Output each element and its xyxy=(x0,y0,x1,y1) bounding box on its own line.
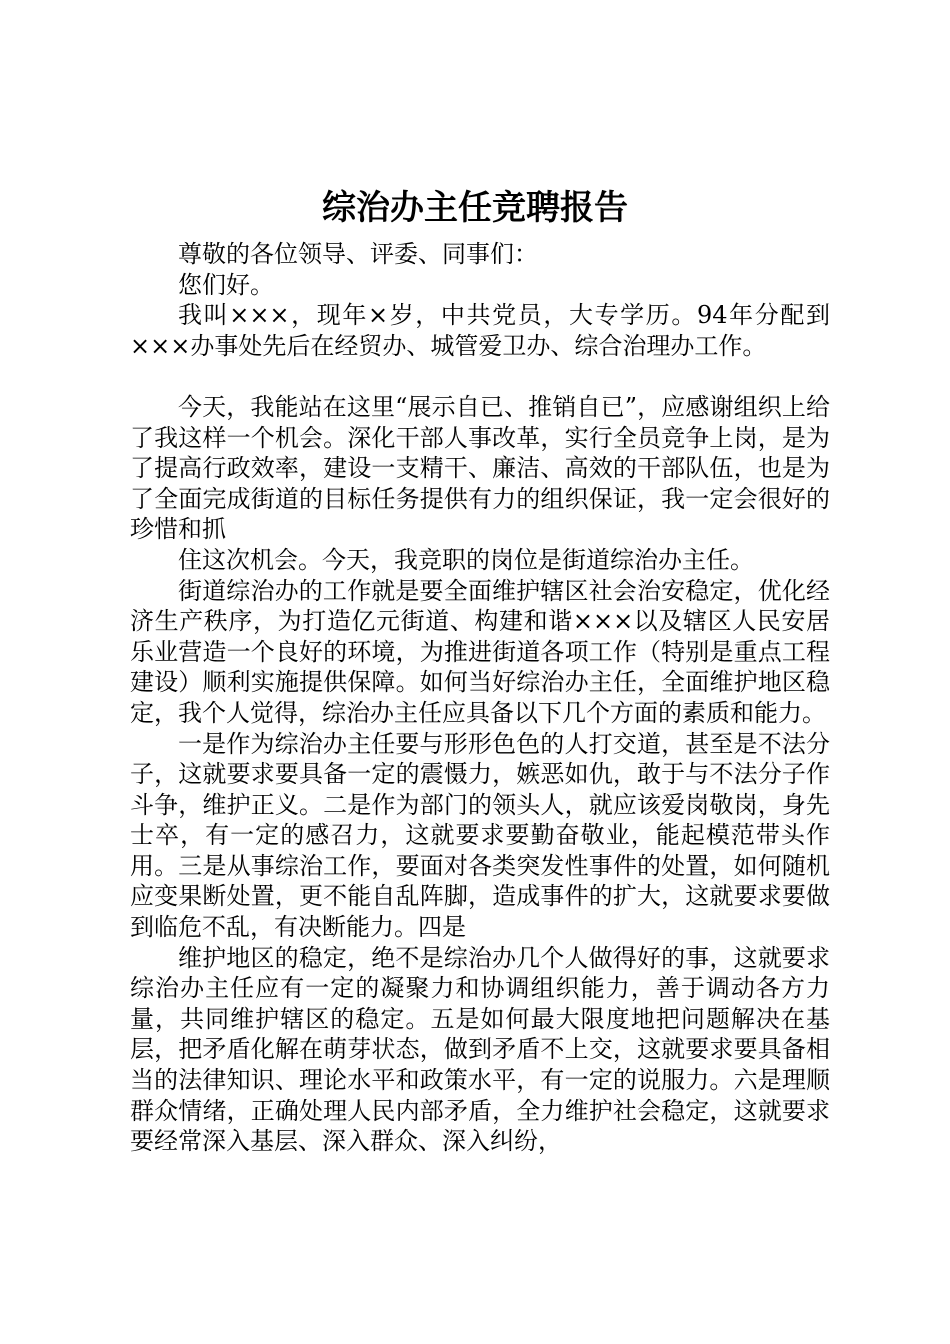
position-paragraph: 住这次机会。今天，我竞职的岗位是街道综治办主任。 xyxy=(178,545,754,574)
gratitude-paragraph: 今天，我能站在这里“展示自已、推销自已”，应感谢组织上给了我这样一个机会。深化干部人事改革，实行全员竞争上岗，是为了提高行政效率，建设一支精干、廉洁、高效的干部队伍，也是为了全面完成街道的目标任务提供有力的组织保证，我一定会很好的珍惜和抓 xyxy=(130,392,830,544)
document-body xyxy=(130,239,830,1157)
greeting-paragraph: 您们好。 xyxy=(178,270,274,299)
duties-paragraph: 街道综治办的工作就是要全面维护辖区社会治安稳定，优化经济生产秩序，为打造亿元街道、构建和谐×××以及辖区人民安居乐业营造一个良好的环境，为推进街道各项工作（特别是重点工程建设）顺利实施提供保障。如何当好综治办主任，全面维护地区稳定，我个人觉得，综治办主任应具备以下几个方面的素质和能力。 xyxy=(130,576,830,727)
salutation-paragraph: 尊敬的各位领导、评委、同事们： xyxy=(178,240,538,268)
qualities-paragraph-one: 一是作为综治办主任要与形形色色的人打交道，甚至是不法分子，这就要求要具备一定的震慑力，嫉恶如仇，敢于与不法分子作斗争，维护正义。二是作为部门的领头人，就应该爱岗敬岗，身先士卒，有一定的感召力，这就要求要勤奋敬业，能起模范带头作用。三是从事综治工作，要面对各类突发性事件的处置，如何随机应变果断处置，更不能自乱阵脚，造成事件的扩大，这就要求要做到临危不乱，有决断能力。四是 xyxy=(130,729,830,942)
document-title: 综治办主任竞聘报告 xyxy=(322,188,628,228)
self-introduction-paragraph: 我叫×××，现年×岁，中共党员，大专学历。94年分配到×××办事处先后在经贸办、城管爱卫办、综合治理办工作。 xyxy=(130,301,830,360)
qualities-paragraph-two: 维护地区的稳定，绝不是综治办几个人做得好的事，这就要求综治办主任应有一定的凝聚力和协调组织能力，善于调动各方力量，共同维护辖区的稳定。五是如何最大限度地把问题解决在基层，把矛盾化解在萌芽状态，做到矛盾不上交，这就要求要具备相当的法律知识、理论水平和政策水平，有一定的说服力。六是理顺群众情绪，正确处理人民内部矛盾，全力维护社会稳定，这就要求要经常深入基层、深入群众、深入纠纷， xyxy=(130,943,830,1156)
